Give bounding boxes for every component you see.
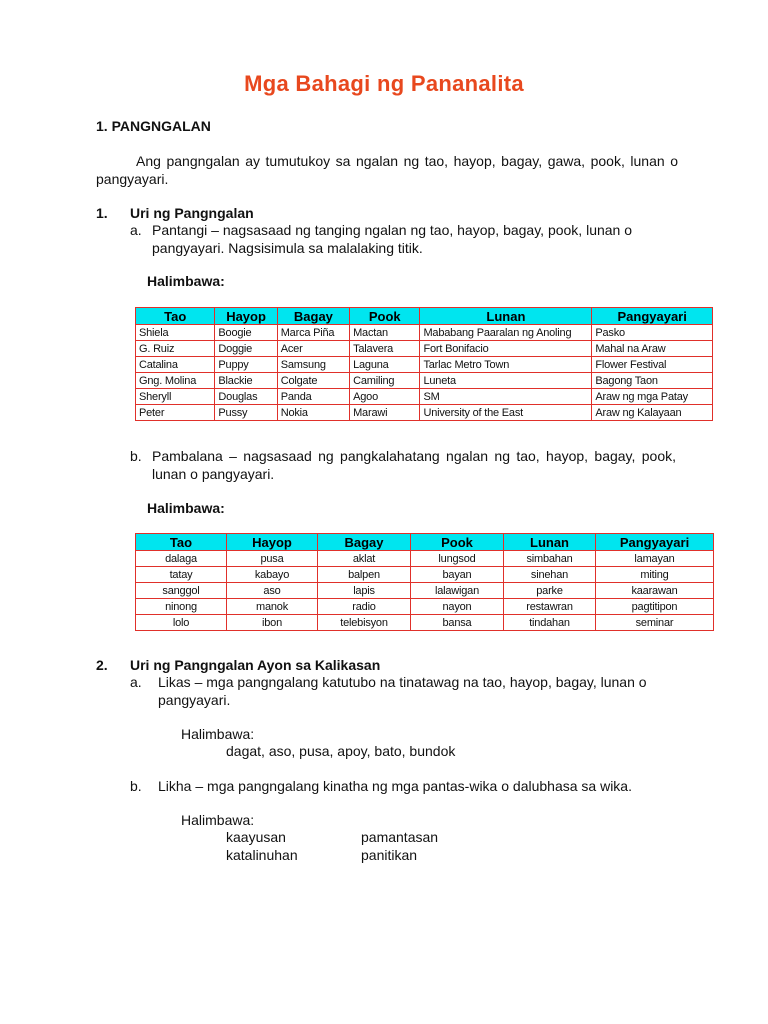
table-cell: lalawigan <box>411 583 504 599</box>
likha-example-2b: panitikan <box>361 847 418 863</box>
table-cell: radio <box>318 599 411 615</box>
table-cell: Flower Festival <box>592 357 713 373</box>
table-row <box>136 567 714 583</box>
table-cell: tatay <box>136 567 227 583</box>
table-row <box>136 357 713 373</box>
table-cell: tindahan <box>504 615 596 631</box>
table-cell: Araw ng Kalayaan <box>592 405 713 421</box>
table-row <box>136 551 714 567</box>
table-cell: ninong <box>136 599 227 615</box>
table-row <box>136 583 714 599</box>
table-cell: Mahal na Araw <box>592 341 713 357</box>
item-b-text-pambalana: Pambalana – nagsasaad ng pangkalahatang ngalan ng tao, hayop, bagay, pook, lunan o pangyayari. <box>152 448 676 482</box>
table-cell: balpen <box>318 567 411 583</box>
item-a-label: a. <box>130 222 142 238</box>
table-cell: sanggol <box>136 583 227 599</box>
table-cell: parke <box>504 583 596 599</box>
table-row <box>136 325 713 341</box>
intro-paragraph: Ang pangngalan ay tumutukoy sa ngalan ng tao, hayop, bagay, gawa, pook, lunan o pangyayari. <box>96 153 678 187</box>
table-cell: aso <box>227 583 318 599</box>
table-cell: Camiling <box>350 373 420 389</box>
table-cell: bansa <box>411 615 504 631</box>
table-row <box>136 373 713 389</box>
table-cell: Fort Bonifacio <box>420 341 592 357</box>
table-cell: Peter <box>136 405 215 421</box>
table-cell: Panda <box>277 389 349 405</box>
table-cell: Doggie <box>215 341 277 357</box>
table-cell: restawran <box>504 599 596 615</box>
table-cell: nayon <box>411 599 504 615</box>
sub-number-1: 1. <box>96 205 108 221</box>
table-cell: kabayo <box>227 567 318 583</box>
pambalana-header-hayop: Hayop <box>227 534 318 551</box>
pambalana-header-pook: Pook <box>411 534 504 551</box>
table-cell: Mactan <box>350 325 420 341</box>
table-cell: Talavera <box>350 341 420 357</box>
table-row <box>136 599 714 615</box>
sub-heading-uri-ng-pangngalan: Uri ng Pangngalan <box>130 205 254 221</box>
table-cell: lungsod <box>411 551 504 567</box>
table-cell: Nokia <box>277 405 349 421</box>
pantangi-header-bagay: Bagay <box>277 308 349 325</box>
table-cell: Samsung <box>277 357 349 373</box>
likha-example-2a: katalinuhan <box>226 847 298 863</box>
table-cell: Shiela <box>136 325 215 341</box>
table-cell: Bagong Taon <box>592 373 713 389</box>
example-label: Halimbawa: <box>147 273 225 289</box>
item-b-text-likha: Likha – mga pangngalang kinatha ng mga pantas-wika o dalubhasa sa wika. <box>158 778 632 794</box>
table-cell: Marawi <box>350 405 420 421</box>
table-cell: Pussy <box>215 405 277 421</box>
table-cell: Catalina <box>136 357 215 373</box>
table-cell: manok <box>227 599 318 615</box>
pantangi-header-tao: Tao <box>136 308 215 325</box>
likas-examples: dagat, aso, pusa, apoy, bato, bundok <box>226 743 456 759</box>
table-cell: aklat <box>318 551 411 567</box>
table-cell: simbahan <box>504 551 596 567</box>
pantangi-header-lunan: Lunan <box>420 308 592 325</box>
table-cell: Araw ng mga Patay <box>592 389 713 405</box>
table-cell: miting <box>596 567 714 583</box>
likha-example-1a: kaayusan <box>226 829 286 845</box>
table-cell: pagtitipon <box>596 599 714 615</box>
table-cell: Pasko <box>592 325 713 341</box>
table-cell: Sheryll <box>136 389 215 405</box>
section-heading-pangngalan: 1. PANGNGALAN <box>96 118 211 134</box>
table-cell: pusa <box>227 551 318 567</box>
item-a-label-likas: a. <box>130 674 142 690</box>
table-cell: seminar <box>596 615 714 631</box>
table-row <box>136 615 714 631</box>
table-cell: Puppy <box>215 357 277 373</box>
table-row <box>136 405 713 421</box>
table-cell: telebisyon <box>318 615 411 631</box>
pantangi-header-pook: Pook <box>350 308 420 325</box>
table-pambalana <box>135 533 714 631</box>
table-cell: SM <box>420 389 592 405</box>
table-cell: Acer <box>277 341 349 357</box>
table-cell: Marca Piña <box>277 325 349 341</box>
likas-example-label: Halimbawa: <box>181 726 255 742</box>
table-cell: Tarlac Metro Town <box>420 357 592 373</box>
pantangi-header-pangyayari: Pangyayari <box>592 308 713 325</box>
table-cell: Colgate <box>277 373 349 389</box>
likha-example-1b: pamantasan <box>361 829 439 845</box>
pantangi-header-hayop: Hayop <box>215 308 277 325</box>
item-a-text-pantangi: Pantangi – nagsasaad ng tanging ngalan ng tao, hayop, bagay, pook, lunan o pangyayari. Nagsisimula sa malalaking titik. <box>152 222 633 256</box>
table-cell: lolo <box>136 615 227 631</box>
table-cell: sinehan <box>504 567 596 583</box>
table-cell: Gng. Molina <box>136 373 215 389</box>
pambalana-header-bagay: Bagay <box>318 534 411 551</box>
table-cell: Mababang Paaralan ng Anoling <box>420 325 592 341</box>
table-cell: University of the East <box>420 405 592 421</box>
table-cell: Luneta <box>420 373 592 389</box>
item-b-label: b. <box>130 448 142 464</box>
likha-example-label: Halimbawa: <box>181 812 255 828</box>
table-cell: lamayan <box>596 551 714 567</box>
sub-heading-kalikasan: Uri ng Pangngalan Ayon sa Kalikasan <box>130 657 381 673</box>
example-label-2: Halimbawa: <box>147 500 225 516</box>
table-cell: Boogie <box>215 325 277 341</box>
table-cell: ibon <box>227 615 318 631</box>
table-cell: Douglas <box>215 389 277 405</box>
pambalana-header-pangyayari: Pangyayari <box>596 534 714 551</box>
table-row <box>136 389 713 405</box>
table-cell: lapis <box>318 583 411 599</box>
table-row <box>136 341 713 357</box>
table-cell: dalaga <box>136 551 227 567</box>
table-cell: kaarawan <box>596 583 714 599</box>
table-cell: G. Ruiz <box>136 341 215 357</box>
table-cell: Agoo <box>350 389 420 405</box>
item-a-text-likas: Likas – mga pangngalang katutubo na tinatawag na tao, hayop, bagay, lunan o pangyayari. <box>158 674 647 708</box>
table-pantangi <box>135 307 713 421</box>
table-cell: Laguna <box>350 357 420 373</box>
table-cell: bayan <box>411 567 504 583</box>
pambalana-header-tao: Tao <box>136 534 227 551</box>
table-cell: Blackie <box>215 373 277 389</box>
pambalana-header-lunan: Lunan <box>504 534 596 551</box>
item-b-label-likha: b. <box>130 778 142 794</box>
sub-number-2: 2. <box>96 657 108 673</box>
page-title: Mga Bahagi ng Pananalita <box>244 71 524 96</box>
